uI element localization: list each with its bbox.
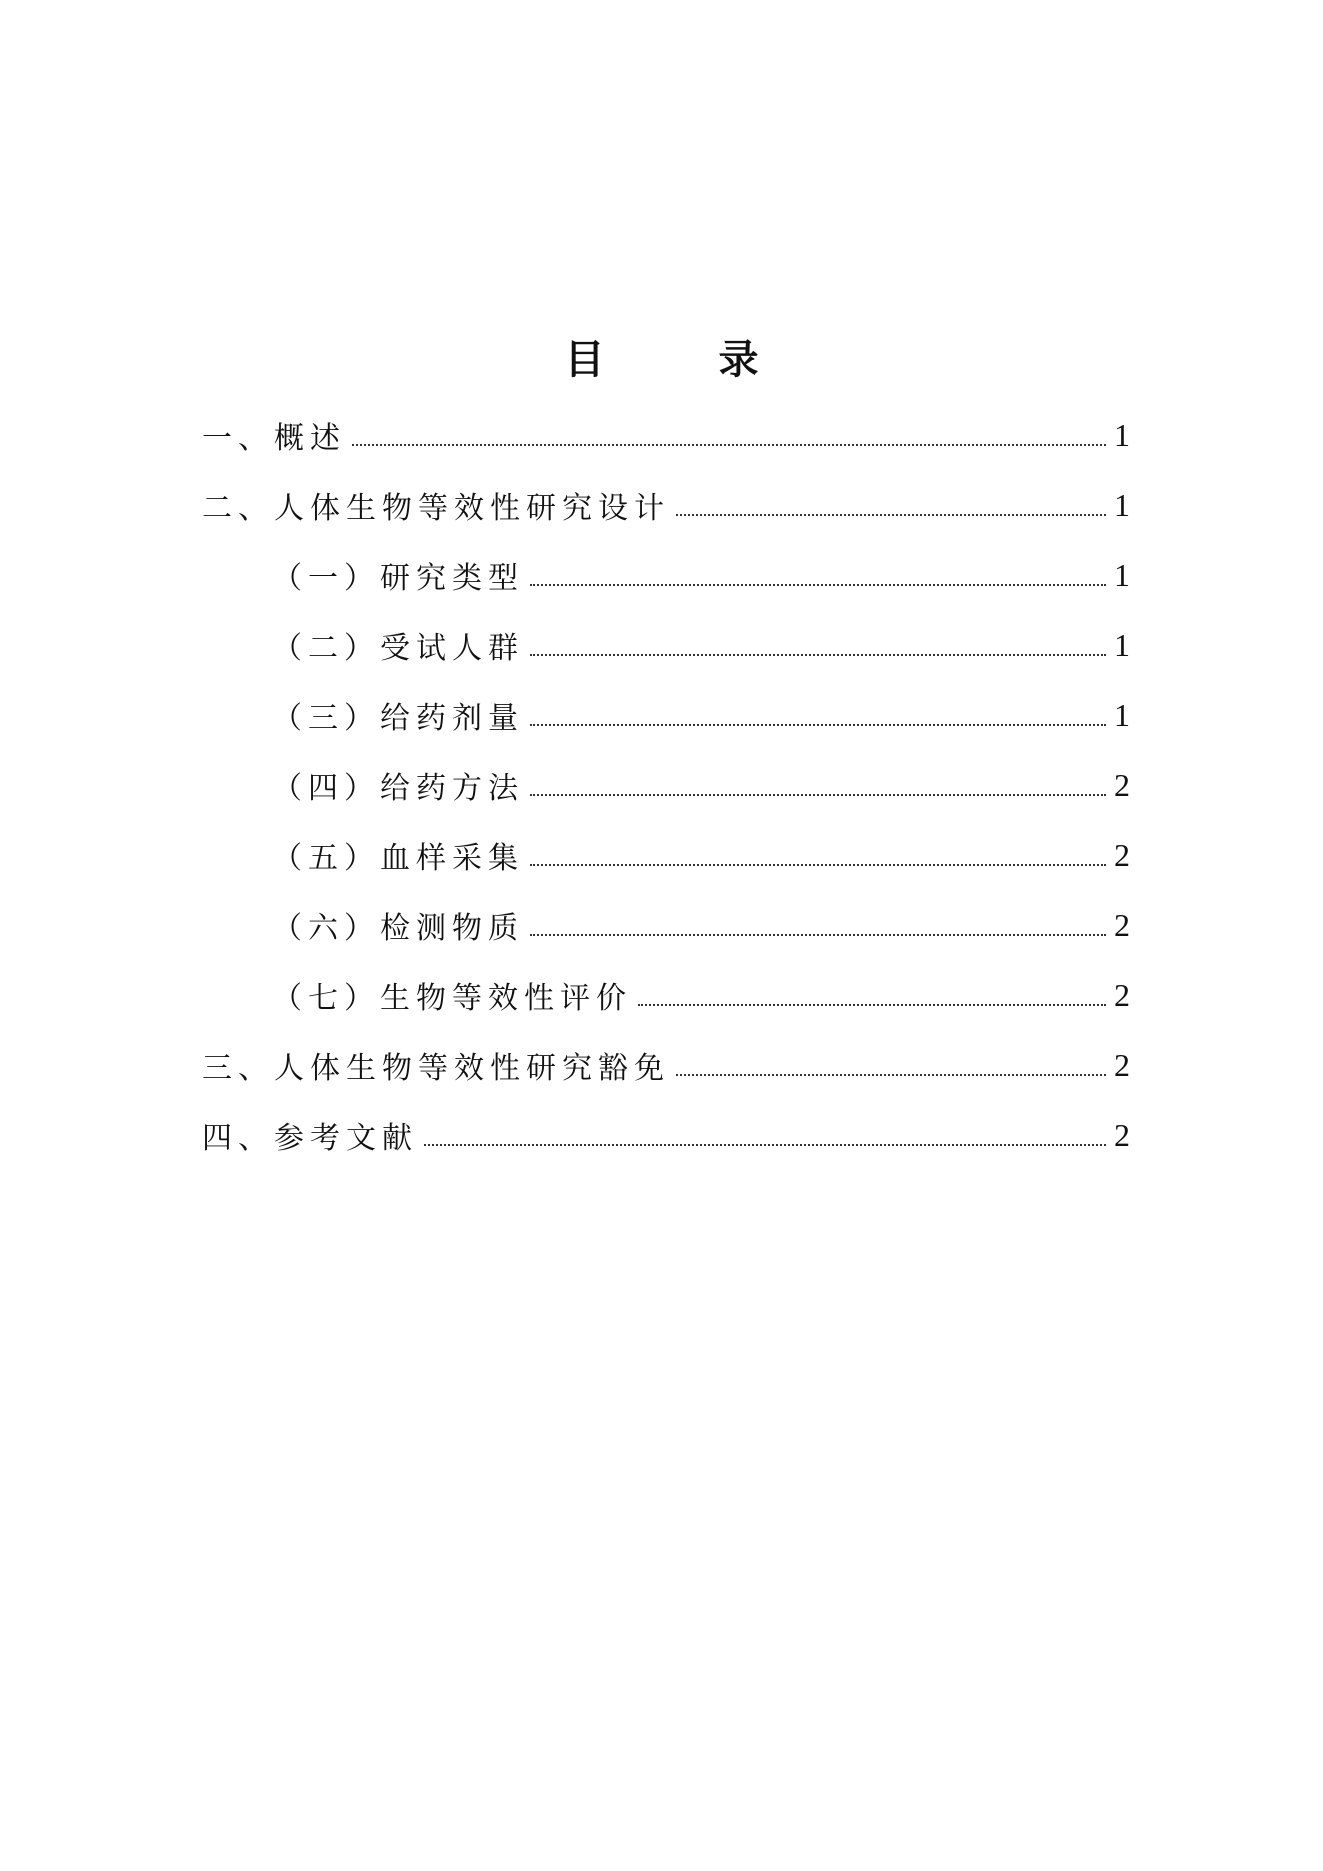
dot-leader [530, 654, 1106, 656]
toc-entry-page: 2 [1114, 1046, 1130, 1083]
toc-entry-dosage[interactable] [202, 680, 1130, 750]
toc-entry-analytes[interactable] [202, 890, 1130, 960]
dot-leader [530, 724, 1106, 726]
toc-entry-study-type[interactable] [202, 540, 1130, 610]
toc-entry-label: （二）受试人群 [272, 631, 524, 666]
toc-entry-label: 一、概述 [202, 421, 346, 456]
dot-leader [530, 584, 1106, 586]
toc-entry-page: 1 [1114, 556, 1130, 593]
page-title: 目 录 [564, 336, 809, 383]
dot-leader [676, 514, 1106, 516]
toc-entry-page: 1 [1114, 486, 1130, 523]
toc-entry-page: 1 [1114, 696, 1130, 733]
dot-leader [530, 794, 1106, 796]
toc-entry-label: （七）生物等效性评价 [272, 981, 632, 1016]
toc-entry-label: （六）检测物质 [272, 911, 524, 946]
toc-entry-references[interactable] [202, 1100, 1130, 1170]
toc-entry-label: （三）给药剂量 [272, 701, 524, 736]
toc-entry-label: 四、参考文献 [202, 1121, 418, 1156]
dot-leader [638, 1004, 1106, 1006]
dot-leader [676, 1074, 1106, 1076]
dot-leader [424, 1144, 1106, 1146]
toc-entry-subjects[interactable] [202, 610, 1130, 680]
toc-entry-page: 1 [1114, 626, 1130, 663]
toc-entry-page: 2 [1114, 976, 1130, 1013]
toc-entry-page: 2 [1114, 906, 1130, 943]
toc-entry-page: 2 [1114, 1116, 1130, 1153]
toc-entry-page: 2 [1114, 766, 1130, 803]
dot-leader [530, 864, 1106, 866]
dot-leader [530, 934, 1106, 936]
toc-entry-label: 三、人体生物等效性研究豁免 [202, 1051, 670, 1086]
toc-entry-blood-sampling[interactable] [202, 820, 1130, 890]
toc-entry-label: （五）血样采集 [272, 841, 524, 876]
toc-entry-page: 1 [1114, 416, 1130, 453]
toc-entry-biowaiver[interactable] [202, 1030, 1130, 1100]
toc-entry-page: 2 [1114, 836, 1130, 873]
toc-entry-administration[interactable] [202, 750, 1130, 820]
table-of-contents [202, 400, 1130, 1170]
toc-entry-label: 二、人体生物等效性研究设计 [202, 491, 670, 526]
dot-leader [352, 444, 1106, 446]
toc-entry-label: （一）研究类型 [272, 561, 524, 596]
toc-entry-overview[interactable] [202, 400, 1130, 470]
toc-entry-label: （四）给药方法 [272, 771, 524, 806]
toc-entry-study-design[interactable] [202, 470, 1130, 540]
toc-entry-be-evaluation[interactable] [202, 960, 1130, 1030]
